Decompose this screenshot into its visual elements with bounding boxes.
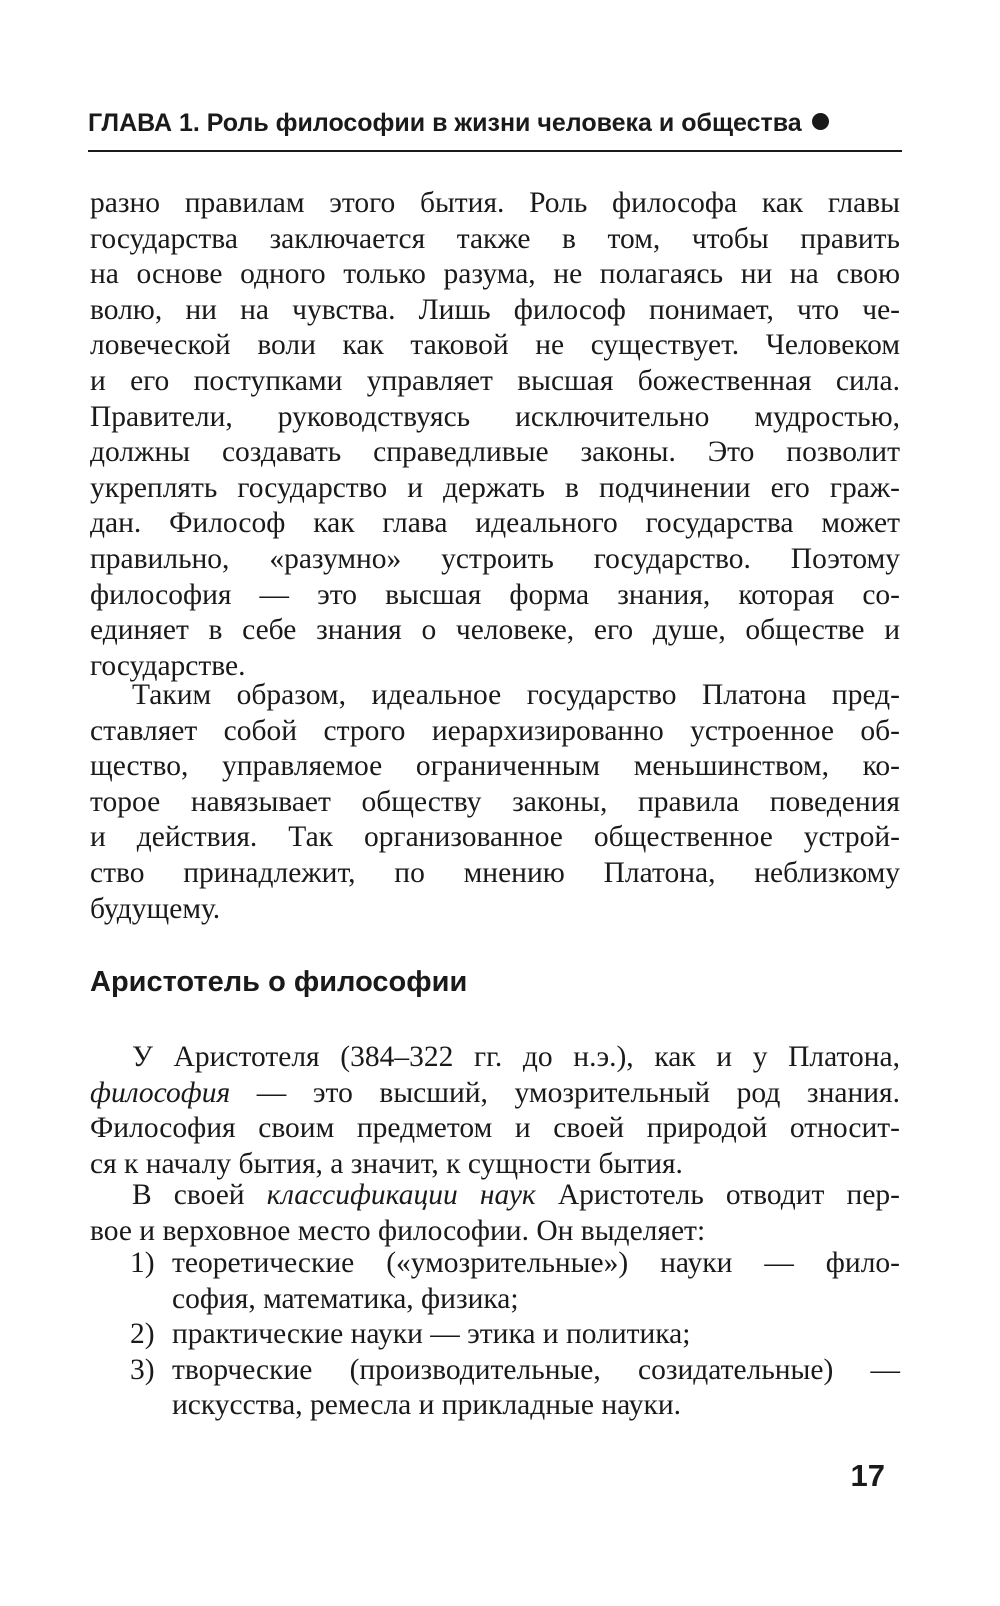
text-line: теоретические («умозрительные») науки — фило- [172,1247,900,1279]
text-line: Таким образом, идеальное государство Платона пред- [132,679,900,711]
text-line: укреплять государство и держать в подчинении его граж- [90,471,900,504]
emphasis-term: философия [90,1076,231,1109]
text-line: должны создавать справедливые законы. Это позволит [90,436,900,469]
paragraph-1 [90,186,900,684]
text-line: и его поступками управляет высшая божественная сила. [90,364,900,397]
chapter-label: ГЛАВА 1 [88,109,193,137]
text-line: философия — это высший, умозрительный род знания. [90,1076,900,1109]
text-line: вое и верховное место философии. Он выделяет: [90,1214,706,1247]
list-item [90,1246,900,1317]
text-line: творческие (производительные, созидательные) — [172,1353,900,1386]
text-line: торое навязывает обществу законы, правила поведения [90,785,900,818]
text-line: будущему. [90,892,221,925]
text-line: Правители, руководствуясь исключительно мудростью, [90,400,900,433]
text-line: искусства, ремесла и прикладные науки. [172,1389,681,1422]
text-line: ство принадлежит, по мнению Платона, неблизкому [90,856,900,889]
paragraph-3 [90,1040,900,1182]
bullet-icon [812,113,829,130]
list-number: 1) [130,1247,155,1279]
text-line: ставляет собой строго иерархизированно устроенное об- [90,714,900,747]
text-line: щество, управляемое ограниченным меньшинством, ко- [90,750,900,783]
text-line: ловеческой воли как таковой не существует. Человеком [90,329,900,362]
section-title: Аристотель о философии [90,966,468,998]
text-line: и действия. Так организованное общественное устрой- [90,821,900,854]
list-item [90,1353,900,1424]
list-item [90,1317,900,1353]
text-line: Философия своим предметом и своей природой относит- [90,1112,900,1145]
text-line: единяет в себе знания о человеке, его душе, обществе и [90,614,900,647]
list-number: 3) [130,1353,155,1386]
text-line: разно правилам этого бытия. Роль философа как главы [90,187,900,219]
chapter-title: . Роль философии в жизни человека и общества [192,109,802,137]
text-line: правильно, «разумно» устроить государство. Поэтому [90,542,900,575]
paragraph-4 [90,1178,900,1249]
text-line: дан. Философ как глава идеального государства может [90,507,900,540]
emphasis-term: классификации наук [266,1179,536,1211]
paragraph-2 [90,678,900,927]
text-line: софия, математика, физика; [172,1282,519,1315]
text-line: на основе одного только разума, не полагаясь ни на свою [90,258,900,291]
text-line: У Аристотеля (384–322 гг. до н.э.), как и у Платона, [132,1041,900,1073]
text-line: государстве. [90,649,246,682]
page-number: 17 [850,1458,885,1493]
list-number: 2) [130,1318,155,1351]
numbered-list [90,1246,900,1424]
text-line: волю, ни на чувства. Лишь философ понимает, что че- [90,293,900,326]
text-line: ся к началу бытия, а значит, к сущности бытия. [90,1147,683,1180]
running-head [88,108,900,138]
text-line: философия — это высшая форма знания, которая со- [90,578,900,611]
text-line: практические науки — этика и политика; [172,1318,691,1351]
header-rule [88,150,902,152]
text-line: государства заключается также в том, чтобы править [90,222,900,255]
text-line: В своей классификации наук Аристотель отводит пер- [132,1179,900,1211]
